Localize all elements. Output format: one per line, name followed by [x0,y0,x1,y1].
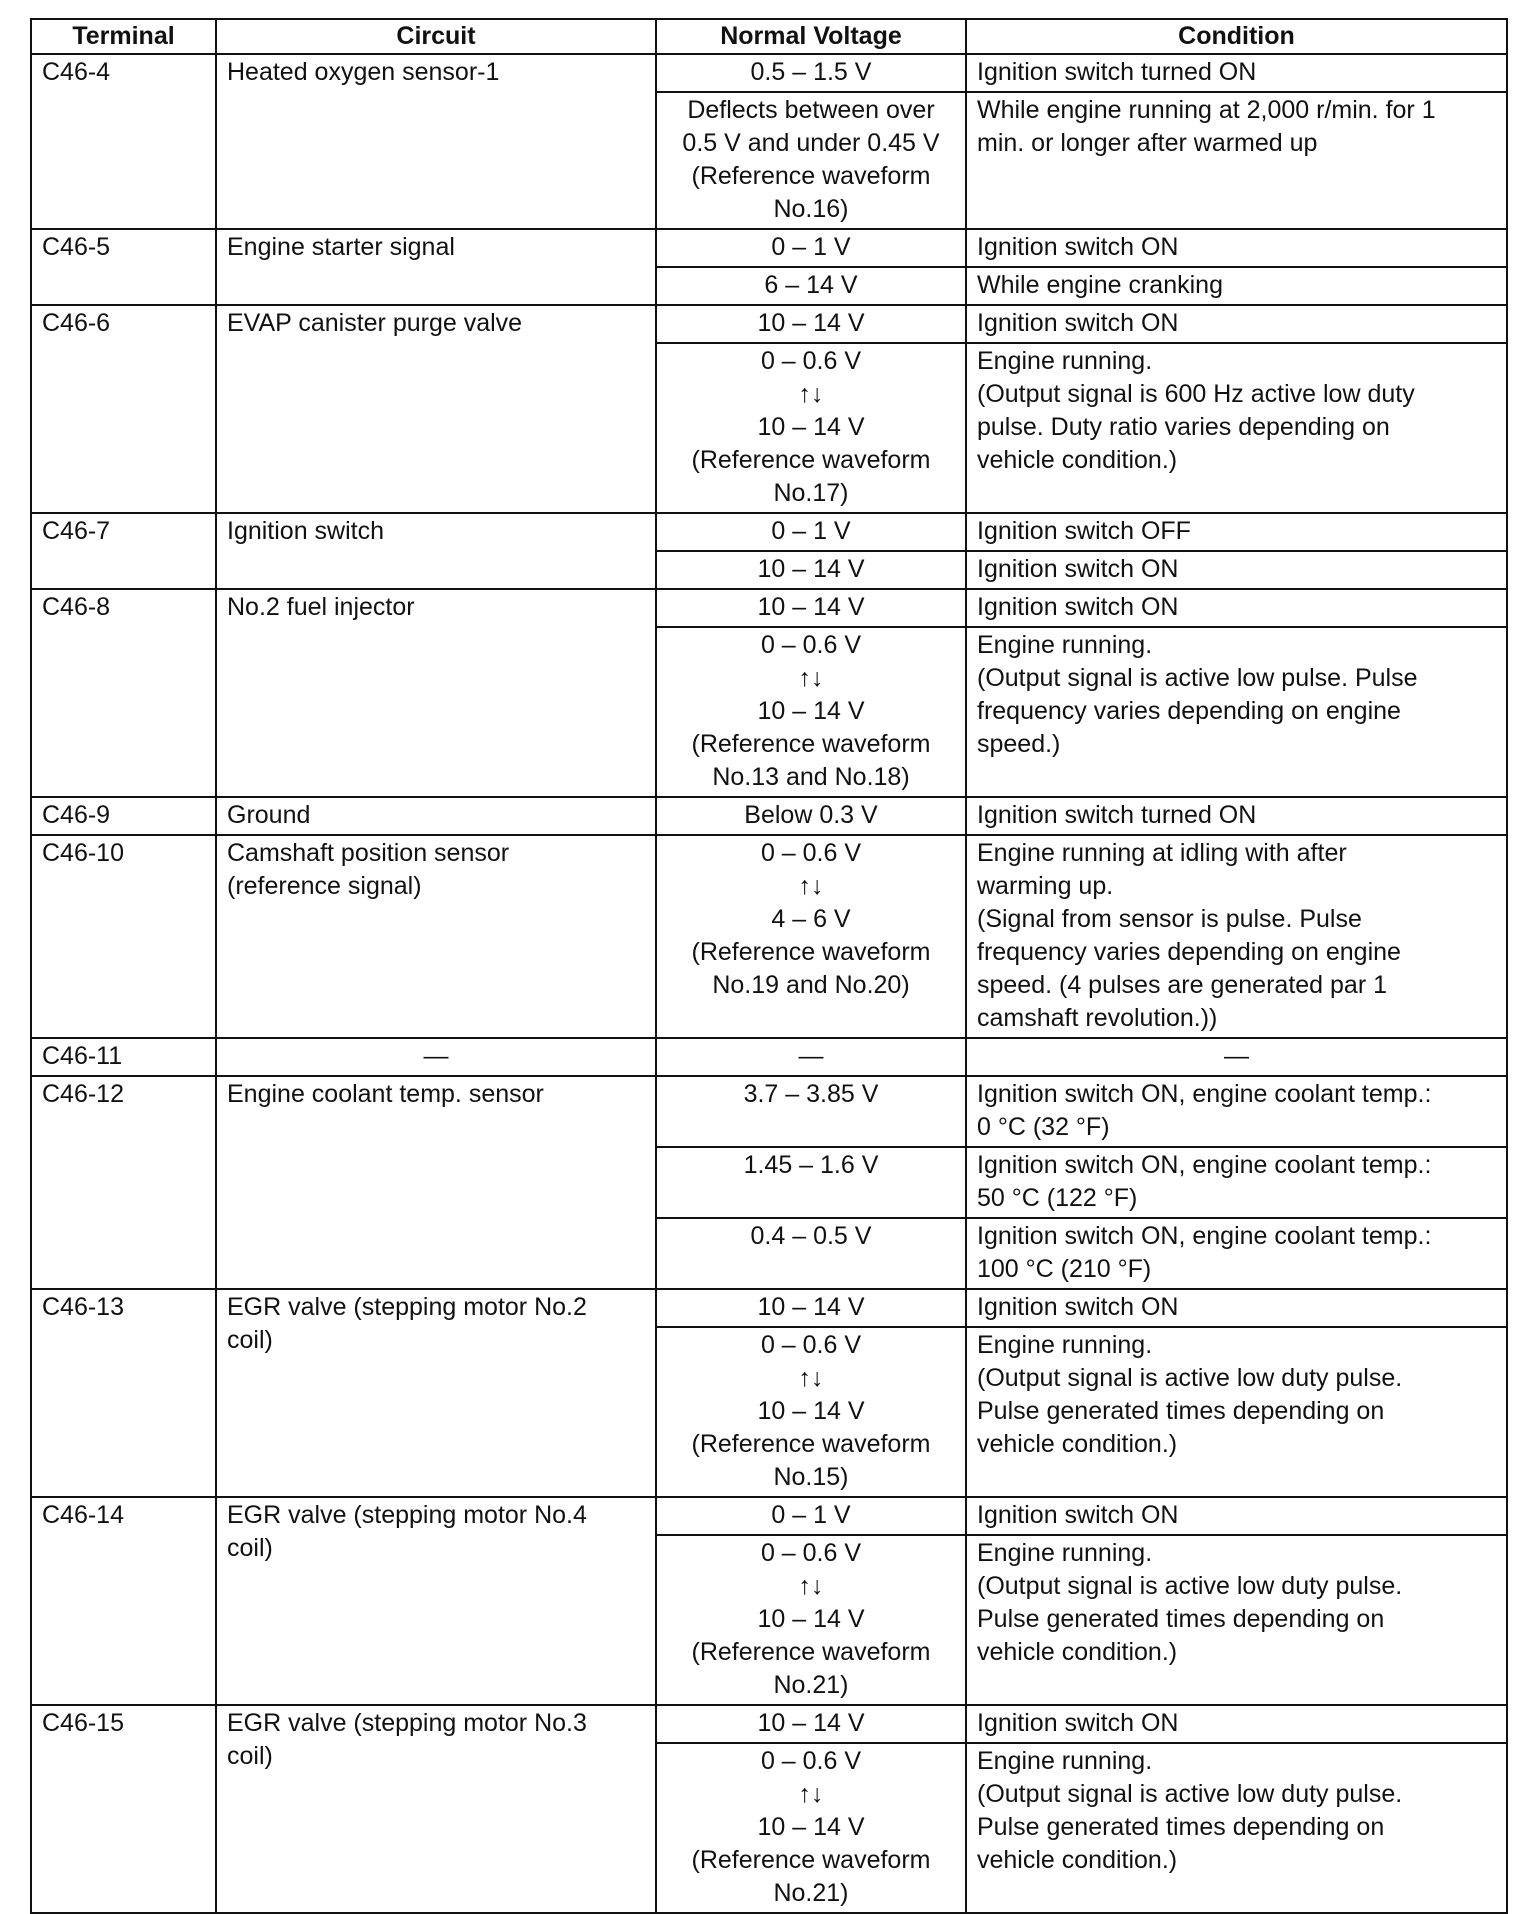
condition-cell [966,1218,1507,1289]
text-line: 10 – 14 V [757,555,865,583]
condition-cell [966,797,1507,835]
text-line: No.13 and No.18) [712,763,910,791]
voltage-cell [656,1705,966,1743]
circuit-cell [216,589,656,797]
condition-cell [966,1076,1507,1147]
text-line: ↑↓ [798,1364,824,1392]
condition-cell [966,627,1507,797]
text-line: 0 °C (32 °F) [977,1113,1110,1141]
terminal-voltage-sheet [30,18,1506,1914]
text-line: 10 – 14 V [757,1397,865,1425]
text-line: Deflects between over [687,96,935,124]
text-line: (Reference waveform [691,162,931,190]
text-line: No.17) [773,479,849,507]
text-line: 0 – 1 V [771,517,851,545]
text-line: (Reference waveform [691,1430,931,1458]
text-line: — [423,1042,449,1070]
voltage-cell [656,835,966,1038]
text-line: 0 – 0.6 V [760,347,862,375]
text-line: (Reference waveform [691,1638,931,1666]
text-line: 10 – 14 V [757,697,865,725]
text-line: 4 – 6 V [771,905,851,933]
text-line: 3.7 – 3.85 V [743,1080,879,1108]
voltage-cell [656,305,966,343]
text-line: Ignition switch OFF [977,517,1191,545]
table-row [31,1038,1507,1076]
text-line: (Output signal is active low duty pulse. [977,1572,1403,1600]
condition-cell [966,835,1507,1038]
text-line: Engine running. [977,1331,1153,1359]
text-line: (Signal from sensor is pulse. Pulse [977,905,1362,933]
text-line: 50 °C (122 °F) [977,1184,1138,1212]
terminal-cell: C46-6 [31,305,216,513]
text-line: 0 – 0.6 V [760,1747,862,1775]
text-line: pulse. Duty ratio varies depending on [977,413,1390,441]
text-line: 10 – 14 V [757,1813,865,1841]
text-line: Ignition switch [227,517,385,545]
terminal-cell: C46-4 [31,54,216,229]
circuit-cell [216,1705,656,1913]
text-line: 0 – 0.6 V [760,1331,862,1359]
text-line: coil) [227,1742,273,1770]
text-line: warming up. [977,872,1114,900]
table-row [31,797,1507,835]
text-line: (Output signal is active low duty pulse. [977,1780,1403,1808]
voltage-cell [656,589,966,627]
condition-cell [966,1535,1507,1705]
text-line: No.21) [773,1879,849,1907]
text-line: Ignition switch ON [977,555,1179,583]
voltage-cell [656,92,966,229]
circuit-cell [216,229,656,305]
text-line: Engine running. [977,1747,1153,1775]
text-line: Pulse generated times depending on [977,1813,1385,1841]
text-line: frequency varies depending on engine [977,938,1401,966]
text-line: No.19 and No.20) [712,971,910,999]
terminal-cell: C46-10 [31,835,216,1038]
table-body [31,54,1507,1913]
text-line: ↑↓ [798,872,824,900]
text-line: 1.45 – 1.6 V [743,1151,879,1179]
condition-cell [966,343,1507,513]
voltage-cell [656,1743,966,1913]
terminal-cell: C46-13 [31,1289,216,1497]
text-line: 0 – 0.6 V [760,839,862,867]
text-line: Pulse generated times depending on [977,1397,1385,1425]
text-line: frequency varies depending on engine [977,697,1401,725]
table-row [31,1289,1507,1327]
condition-cell [966,229,1507,267]
voltage-cell [656,1038,966,1076]
text-line: Ignition switch ON [977,593,1179,621]
text-line: speed.) [977,730,1061,758]
condition-cell [966,92,1507,229]
voltage-cell [656,551,966,589]
text-line: (Output signal is active low duty pulse. [977,1364,1403,1392]
condition-cell [966,1497,1507,1535]
table-row [31,1076,1507,1147]
text-line: EGR valve (stepping motor No.2 [227,1293,587,1321]
voltage-cell [656,1076,966,1147]
voltage-cell [656,1535,966,1705]
text-line: Engine starter signal [227,233,455,261]
voltage-cell [656,1218,966,1289]
text-line: ↑↓ [798,664,824,692]
text-line: coil) [227,1534,273,1562]
text-line: While engine cranking [977,271,1223,299]
text-line: 0 – 1 V [771,1501,851,1529]
table-row [31,305,1507,343]
terminal-cell: C46-12 [31,1076,216,1289]
circuit-cell [216,54,656,229]
text-line: EVAP canister purge valve [227,309,523,337]
terminal-cell: C46-7 [31,513,216,589]
text-line: (Reference waveform [691,938,931,966]
voltage-cell [656,1327,966,1497]
text-line: While engine running at 2,000 r/min. for 1 [977,96,1436,124]
condition-cell [966,551,1507,589]
text-line: Ignition switch ON [977,309,1179,337]
circuit-cell [216,835,656,1038]
condition-cell [966,1743,1507,1913]
header-terminal: Terminal [31,19,216,54]
text-line: Pulse generated times depending on [977,1605,1385,1633]
terminal-cell: C46-8 [31,589,216,797]
text-line: 10 – 14 V [757,1293,865,1321]
terminal-cell: C46-15 [31,1705,216,1913]
voltage-cell [656,627,966,797]
circuit-cell [216,1038,656,1076]
text-line: 0 – 0.6 V [760,1539,862,1567]
text-line: Ignition switch ON, engine coolant temp.: [977,1222,1432,1250]
text-line: Ground [227,801,311,829]
text-line: Engine coolant temp. sensor [227,1080,544,1108]
terminal-cell: C46-14 [31,1497,216,1705]
header-condition: Condition [966,19,1507,54]
terminal-cell: C46-11 [31,1038,216,1076]
text-line: vehicle condition.) [977,446,1178,474]
text-line: — [1224,1042,1249,1070]
text-line: Engine running at idling with after [977,839,1347,867]
voltage-cell [656,1289,966,1327]
condition-cell [966,1327,1507,1497]
text-line: speed. (4 pulses are generated par 1 [977,971,1387,999]
circuit-cell [216,1289,656,1497]
voltage-cell [656,267,966,305]
text-line: (Reference waveform [691,730,931,758]
text-line: Ignition switch ON [977,1293,1179,1321]
text-line: 6 – 14 V [764,271,858,299]
table-row [31,1497,1507,1535]
terminal-cell: C46-9 [31,797,216,835]
text-line: 0.4 – 0.5 V [750,1222,872,1250]
table-row [31,513,1507,551]
voltage-cell [656,797,966,835]
text-line: 10 – 14 V [757,593,865,621]
text-line: 10 – 14 V [757,1709,865,1737]
circuit-cell [216,1497,656,1705]
text-line: vehicle condition.) [977,1430,1178,1458]
text-line: 0 – 1 V [771,233,851,261]
text-line: Camshaft position sensor [227,839,510,867]
condition-cell [966,1147,1507,1218]
text-line: Engine running. [977,1539,1153,1567]
text-line: min. or longer after warmed up [977,129,1318,157]
text-line: (Output signal is active low pulse. Pulse [977,664,1418,692]
text-line: — [798,1042,824,1070]
condition-cell [966,305,1507,343]
text-line: 0 – 0.6 V [760,631,862,659]
circuit-cell [216,305,656,513]
header-normal-voltage: Normal Voltage [656,19,966,54]
text-line: Ignition switch ON [977,1501,1179,1529]
header-row [31,19,1507,54]
text-line: coil) [227,1326,273,1354]
condition-cell [966,1705,1507,1743]
voltage-cell [656,513,966,551]
text-line: 100 °C (210 °F) [977,1255,1152,1283]
text-line: ↑↓ [798,1572,824,1600]
text-line: No.15) [773,1463,849,1491]
table-row [31,1705,1507,1743]
table-row [31,835,1507,1038]
table-row [31,589,1507,627]
text-line: 0.5 – 1.5 V [750,58,872,86]
condition-cell [966,513,1507,551]
text-line: (Reference waveform [691,446,931,474]
text-line: No.16) [773,195,849,223]
text-line: Heated oxygen sensor-1 [227,58,500,86]
text-line: Ignition switch ON, engine coolant temp.: [977,1151,1432,1179]
text-line: EGR valve (stepping motor No.3 [227,1709,587,1737]
terminal-voltage-table [30,18,1508,1914]
text-line: ↑↓ [798,380,824,408]
text-line: camshaft revolution.)) [977,1004,1218,1032]
table-row [31,229,1507,267]
text-line: vehicle condition.) [977,1846,1178,1874]
text-line: 10 – 14 V [757,413,865,441]
text-line: ↑↓ [798,1780,824,1808]
table-row [31,54,1507,92]
terminal-cell: C46-5 [31,229,216,305]
text-line: Ignition switch ON [977,1709,1179,1737]
voltage-cell [656,343,966,513]
text-line: Engine running. [977,347,1153,375]
text-line: Ignition switch ON, engine coolant temp.: [977,1080,1432,1108]
text-line: No.21) [773,1671,849,1699]
text-line: Engine running. [977,631,1153,659]
text-line: (reference signal) [227,872,422,900]
text-line: 10 – 14 V [757,309,865,337]
text-line: Below 0.3 V [744,801,878,829]
condition-cell [966,1038,1507,1076]
condition-cell [966,267,1507,305]
text-line: No.2 fuel injector [227,593,415,621]
condition-cell [966,589,1507,627]
text-line: Ignition switch turned ON [977,801,1257,829]
circuit-cell [216,513,656,589]
text-line: Ignition switch turned ON [977,58,1257,86]
text-line: (Output signal is 600 Hz active low duty [977,380,1415,408]
text-line: vehicle condition.) [977,1638,1178,1666]
voltage-cell [656,229,966,267]
header-circuit: Circuit [216,19,656,54]
voltage-cell [656,54,966,92]
text-line: (Reference waveform [691,1846,931,1874]
text-line: EGR valve (stepping motor No.4 [227,1501,587,1529]
condition-cell [966,1289,1507,1327]
condition-cell [966,54,1507,92]
text-line: Ignition switch ON [977,233,1179,261]
circuit-cell [216,1076,656,1289]
voltage-cell [656,1147,966,1218]
text-line: 10 – 14 V [757,1605,865,1633]
voltage-cell [656,1497,966,1535]
text-line: 0.5 V and under 0.45 V [682,129,940,157]
circuit-cell [216,797,656,835]
